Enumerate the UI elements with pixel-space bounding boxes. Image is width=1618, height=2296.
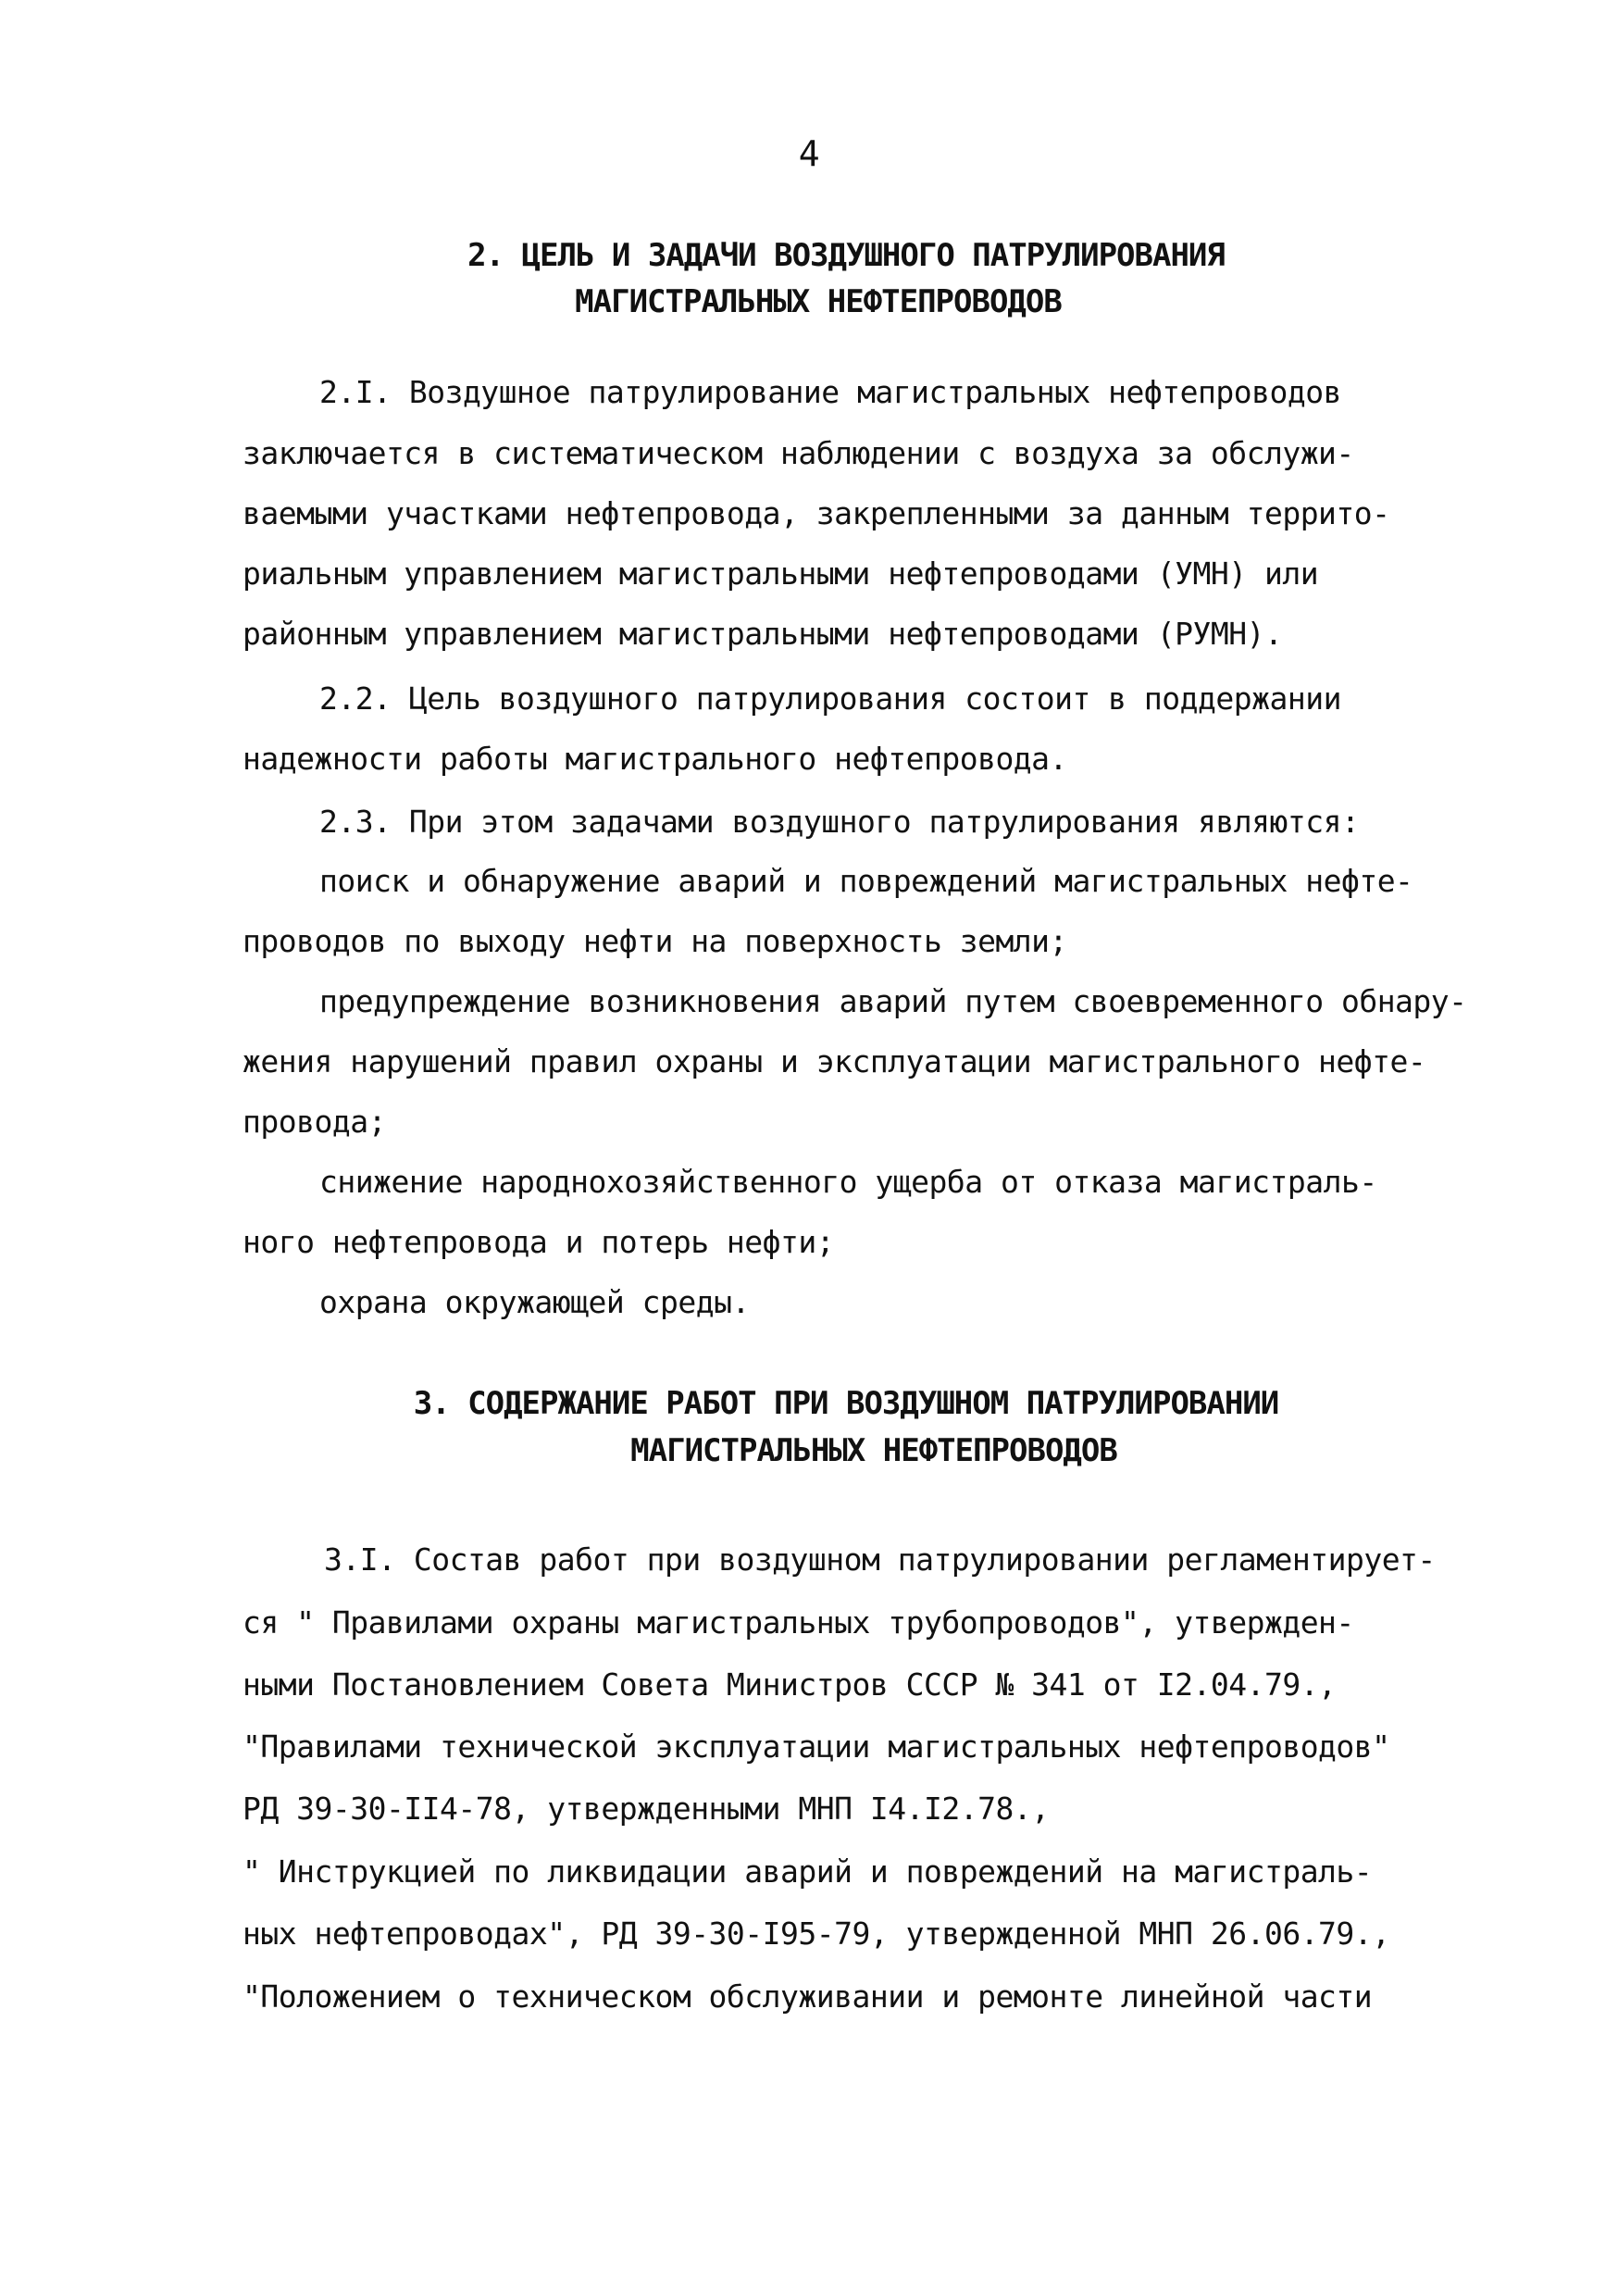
section-3-heading-line-2: МАГИСТРАЛЬНЫХ НЕФТЕПРОВОДОВ: [630, 1432, 1117, 1469]
page-number: 4: [798, 133, 820, 174]
paragraph-3-1-line: " Инструкцией по ликвидации аварий и повреждений на магистраль-: [243, 1853, 1373, 1890]
paragraph-2-1-line: заключается в систематическом наблюдении с воздуха за обслужи-: [243, 435, 1354, 471]
paragraph-3-1-line: "Правилами технической эксплуатации магистральных нефтепроводов": [243, 1728, 1390, 1765]
paragraph-2-1-line: районным управлением магистральными нефтепроводами (РУМН).: [243, 616, 1283, 652]
task-item-line: жения нарушений правил охраны и эксплуатации магистрального нефте-: [243, 1043, 1426, 1079]
section-3-heading-line-1: 3. СОДЕРЖАНИЕ РАБОТ ПРИ ВОЗДУШНОМ ПАТРУЛИРОВАНИИ: [413, 1385, 1279, 1422]
paragraph-2-1-line: риальным управлением магистральными нефтепроводами (УМН) или: [243, 555, 1319, 592]
paragraph-3-1-line: ными Постановлением Совета Министров СССР № 341 от I2.04.79.,: [243, 1666, 1337, 1703]
task-item-line: снижение народнохозяйственного ущерба от отказа магистраль-: [319, 1164, 1377, 1200]
section-2-heading-line-1: 2. ЦЕЛЬ И ЗАДАЧИ ВОЗДУШНОГО ПАТРУЛИРОВАНИЯ: [467, 237, 1225, 274]
paragraph-2-1-line: ваемыми участками нефтепровода, закрепленными за данным террито-: [243, 495, 1390, 531]
task-item-line: охрана окружающей среды.: [319, 1284, 750, 1320]
task-item-line: проводов по выходу нефти на поверхность земли;: [243, 923, 1067, 959]
paragraph-2-2-line: 2.2. Цель воздушного патрулирования состоит в поддержании: [319, 680, 1341, 717]
paragraph-3-1-line: ных нефтепроводах", РД 39-30-I95-79, утвержденной МНП 26.06.79.,: [243, 1915, 1390, 1952]
task-item-line: поиск и обнаружение аварий и повреждений магистральных нефте-: [319, 863, 1413, 899]
task-item-line: провода;: [243, 1104, 386, 1140]
paragraph-2-2-line: надежности работы магистрального нефтепровода.: [243, 741, 1067, 777]
paragraph-3-1-line: "Положением о техническом обслуживании и ремонте линейной части: [243, 1978, 1373, 2015]
paragraph-3-1-line: ся " Правилами охраны магистральных трубопроводов", утвержден-: [243, 1604, 1354, 1641]
section-2-heading-line-2: МАГИСТРАЛЬНЫХ НЕФТЕПРОВОДОВ: [575, 283, 1062, 320]
task-item-line: ного нефтепровода и потерь нефти;: [243, 1224, 835, 1260]
task-item-line: предупреждение возникновения аварий путем своевременного обнару-: [319, 983, 1467, 1019]
paragraph-2-1-line: 2.I. Воздушное патрулирование магистральных нефтепроводов: [319, 374, 1341, 410]
paragraph-3-1-line: 3.I. Состав работ при воздушном патрулировании регламентирует-: [324, 1541, 1436, 1578]
paragraph-3-1-line: РД 39-30-II4-78, утвержденными МНП I4.I2.78.,: [243, 1791, 1050, 1827]
paragraph-2-3-line: 2.3. При этом задачами воздушного патрулирования являются:: [319, 804, 1360, 840]
